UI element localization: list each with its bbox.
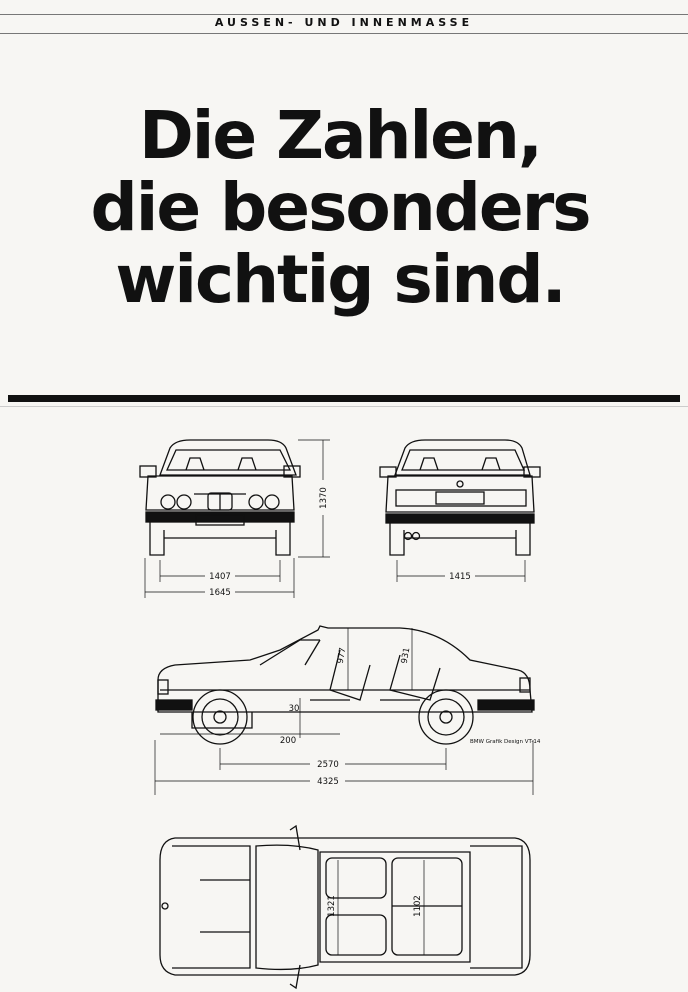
dim-headroom-front: 977	[335, 646, 349, 665]
design-credit: BMW Grafik Design VT-14	[470, 739, 541, 745]
top-dimension-lines	[338, 860, 424, 955]
dim-wheelbase: 2570	[317, 760, 339, 770]
dim-seat-height: 30	[288, 704, 300, 714]
dim-front-track: 1407	[209, 572, 231, 582]
dim-ground-clearance: 200	[279, 736, 297, 746]
front-view-drawing	[140, 440, 300, 555]
top-view-drawing	[160, 826, 530, 988]
rear-view-drawing	[380, 440, 540, 555]
dim-length: 4325	[317, 777, 339, 787]
headline-line-1: Die Zahlen,	[139, 97, 541, 174]
dim-interior-width-front: 1321	[327, 895, 337, 917]
headline-line-3: wichtig sind.	[115, 241, 565, 318]
side-view-drawing	[156, 626, 534, 744]
dim-front-width: 1645	[209, 588, 231, 598]
dim-interior-width-rear: 1102	[413, 895, 423, 917]
section-label: AUSSEN- UND INNENMASSE	[214, 16, 474, 29]
headline-line-2: die besonders	[90, 169, 590, 246]
dim-height: 1370	[319, 487, 329, 509]
dim-headroom-rear: 931	[399, 646, 413, 665]
dim-rear-track: 1415	[449, 572, 471, 582]
